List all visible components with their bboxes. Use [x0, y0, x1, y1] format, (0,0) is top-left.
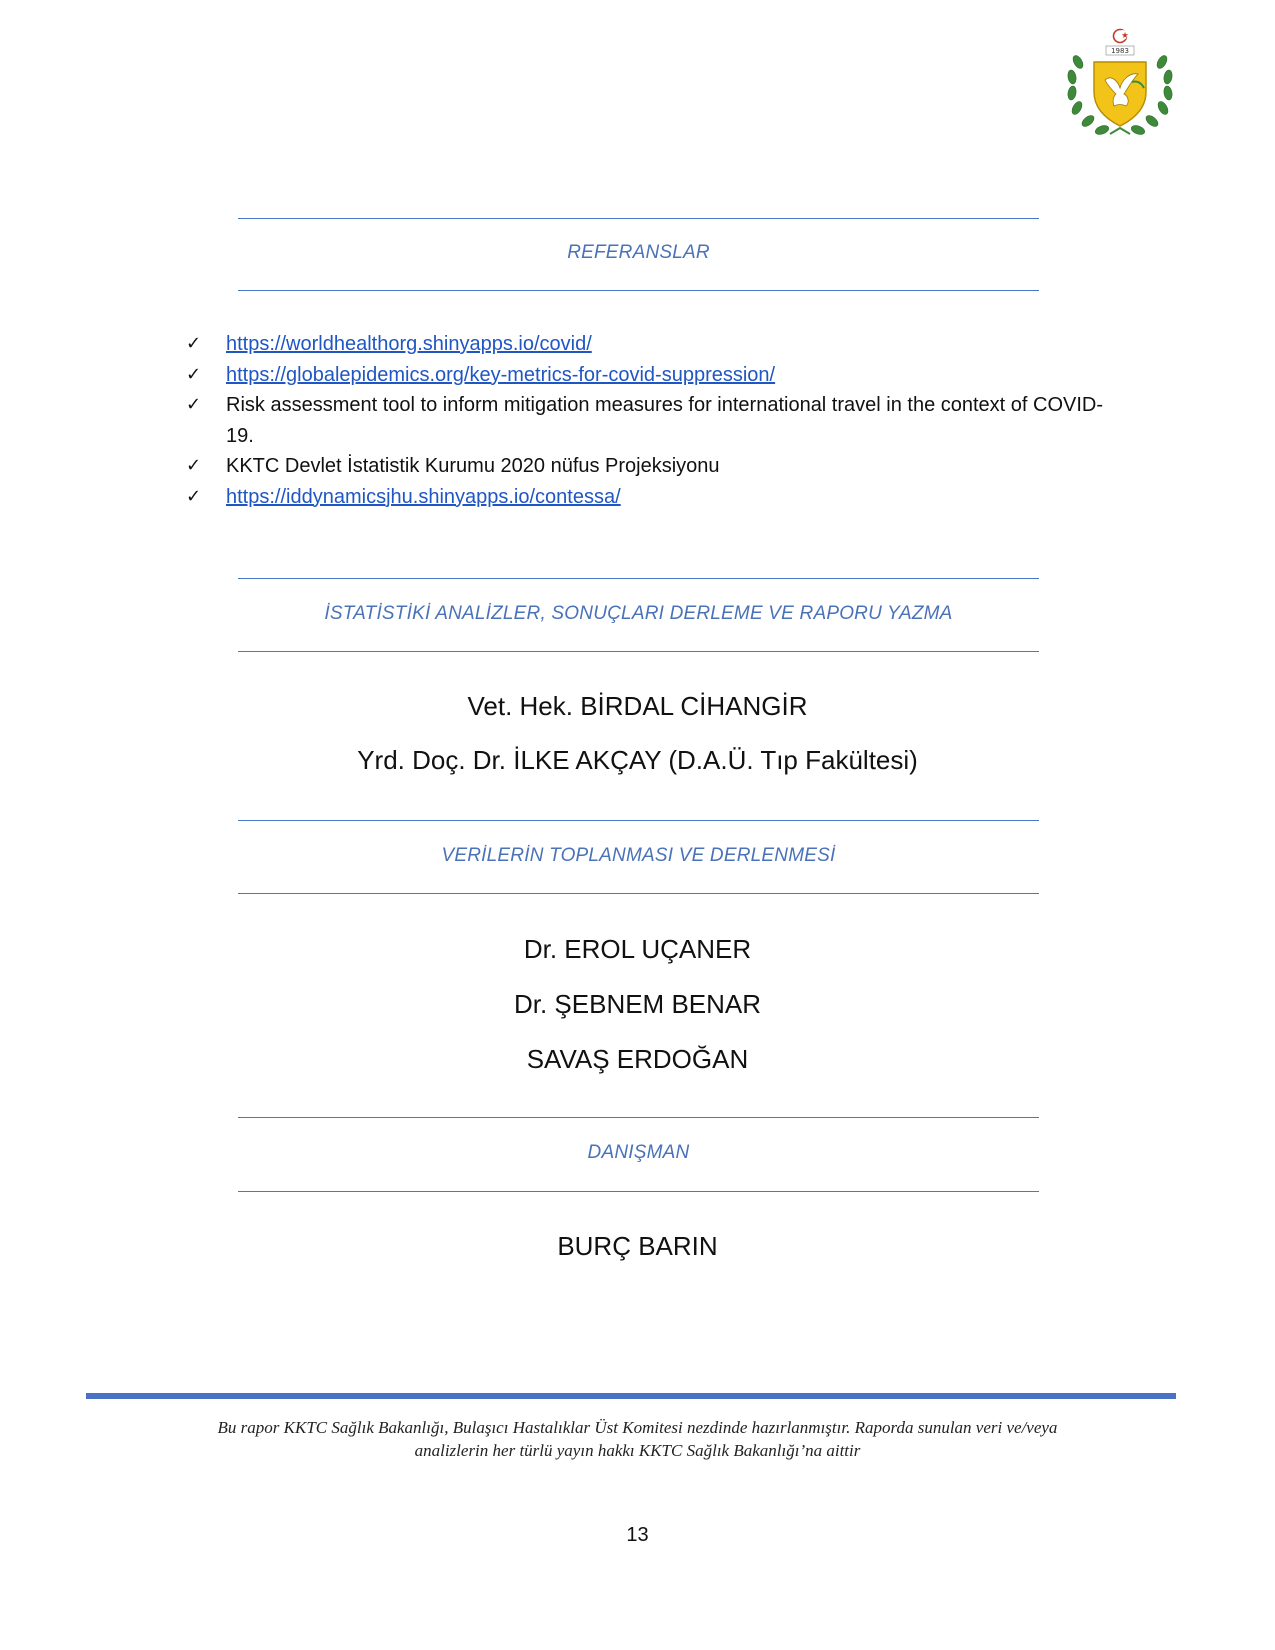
section-rule: [238, 578, 1039, 579]
person-name: Dr. ŞEBNEM BENAR: [513, 989, 762, 1019]
check-icon: ✓: [186, 455, 202, 476]
references-list: [186, 329, 1106, 512]
reference-text: KKTC Devlet İstatistik Kurumu 2020 nüfus Projeksiyonu: [226, 455, 720, 477]
reference-link[interactable]: https://worldhealthorg.shinyapps.io/covid/: [226, 333, 592, 355]
analysis-heading: İSTATİSTİKİ ANALİZLER, SONUÇLARI DERLEME VE RAPORU YAZMA: [324, 603, 953, 624]
section-rule: [238, 893, 1039, 894]
section-rule: [238, 651, 1039, 652]
reference-item: [186, 390, 1106, 451]
footer-note: [150, 1416, 1125, 1462]
check-icon: ✓: [186, 485, 202, 507]
check-icon: ✓: [186, 363, 202, 385]
footer-note-line: analizlerin her türlü yayın hakkı KKTC Sağlık Bakanlığı’na aittir: [414, 1441, 861, 1460]
section-rule: [238, 218, 1039, 219]
reference-item[interactable]: [186, 360, 1106, 391]
person-name: SAVAŞ ERDOĞAN: [526, 1044, 749, 1074]
advisor-heading: DANIŞMAN: [587, 1142, 690, 1163]
svg-text:1983: 1983: [1111, 47, 1129, 56]
reference-item: [186, 451, 1106, 482]
person-name: Vet. Hek. BİRDAL CİHANGİR: [467, 691, 808, 721]
reference-item[interactable]: [186, 329, 1106, 360]
section-rule: [238, 1117, 1039, 1118]
section-rule: [238, 290, 1039, 291]
reference-text: Risk assessment tool to inform mitigation measures for international travel in the context of COVID-19.: [226, 394, 1104, 447]
person-name: Yrd. Doç. Dr. İLKE AKÇAY (D.A.Ü. Tıp Fakültesi): [357, 745, 918, 775]
section-rule: [238, 820, 1039, 821]
coat-of-arms-icon: [1058, 22, 1182, 146]
check-icon: ✓: [186, 394, 202, 415]
reference-link[interactable]: https://globalepidemics.org/key-metrics-for-covid-suppression/: [226, 363, 776, 386]
data-collection-heading: VERİLERİN TOPLANMASI VE DERLENMESİ: [441, 845, 836, 866]
footer-bar: [86, 1393, 1176, 1399]
check-icon: ✓: [186, 333, 202, 354]
person-name: BURÇ BARIN: [557, 1231, 718, 1261]
reference-link[interactable]: https://iddynamicsjhu.shinyapps.io/contessa/: [226, 485, 621, 508]
page-number: 13: [626, 1524, 649, 1546]
reference-item[interactable]: [186, 482, 1106, 513]
footer-note-line: Bu rapor KKTC Sağlık Bakanlığı, Bulaşıcı Hastalıklar Üst Komitesi nezdinde hazırlanmıştır. Raporda sunulan veri ve/veya: [217, 1418, 1058, 1437]
person-name: Dr. EROL UÇANER: [523, 934, 752, 964]
references-heading: REFERANSLAR: [567, 242, 710, 263]
section-rule: [238, 1191, 1039, 1192]
